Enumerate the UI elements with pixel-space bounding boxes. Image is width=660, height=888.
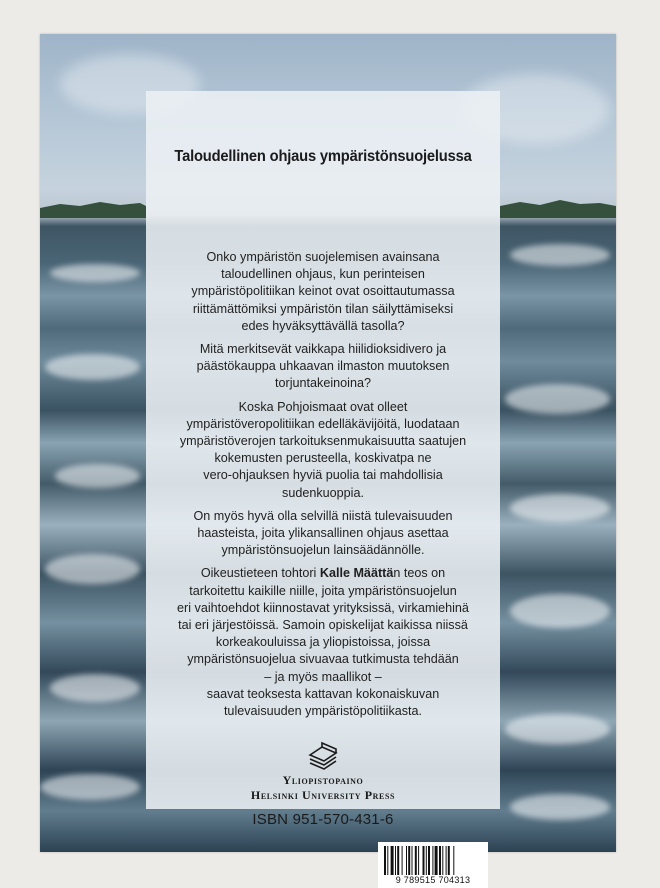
barcode-bar bbox=[428, 846, 430, 875]
blurb-line: ympäristöpolitiikan keinot ovat osoittautumassa bbox=[191, 284, 455, 299]
author-line bbox=[146, 565, 500, 582]
barcode-digits: 9 789515 704313 bbox=[395, 875, 471, 885]
barcode-bar bbox=[435, 846, 438, 875]
blurb-paragraph-4 bbox=[146, 508, 500, 560]
blurb-paragraph-5 bbox=[146, 565, 500, 720]
barcode-bar bbox=[453, 846, 454, 875]
water-foam bbox=[55, 464, 140, 488]
water-foam bbox=[45, 354, 140, 380]
barcode-bar bbox=[418, 846, 419, 875]
barcode-bar bbox=[406, 846, 407, 875]
blurb-line: ympäristöverojen tarkoituksenmukaisuutta saatujen bbox=[179, 434, 467, 449]
publisher-line-2: Helsinki University Press bbox=[250, 788, 396, 802]
blurb-line: kokemusten perusteella, koskivatpa ne bbox=[214, 451, 432, 466]
blurb-line: taloudellinen ohjaus, kun perinteisen bbox=[221, 267, 425, 282]
book-back-cover bbox=[40, 34, 616, 885]
barcode-bars-icon bbox=[384, 846, 482, 875]
blurb-line: ympäristöveropolitiikan edelläkävijöitä, luodataan bbox=[186, 416, 460, 431]
blurb-line: päästökauppa uhkaavan ilmaston muutoksen bbox=[196, 359, 450, 374]
blurb-line: riittämättömiksi ympäristön tilan säilyttämiseksi bbox=[192, 301, 454, 316]
blurb-line: Onko ympäristön suojelemisen avainsana bbox=[206, 250, 440, 264]
blurb-text bbox=[146, 249, 500, 726]
blurb-line: korkeakouluissa ja yliopistoissa, joissa bbox=[215, 635, 431, 650]
blurb-line: ympäristönsuojelua sivuavaa tutkimusta tehdään bbox=[187, 652, 459, 667]
publisher-book-logo-icon bbox=[146, 739, 500, 769]
barcode-bar bbox=[391, 846, 394, 875]
blurb-line: Mitä merkitsevät vaikkapa hiilidioksidivero ja bbox=[199, 342, 447, 357]
water-foam bbox=[45, 554, 140, 584]
publisher-line-1: Yliopistopaino bbox=[282, 773, 364, 787]
water-foam bbox=[50, 674, 140, 702]
water-foam bbox=[505, 384, 610, 414]
blurb-line: sudenkuoppia. bbox=[282, 485, 364, 500]
barcode-bar bbox=[402, 846, 403, 875]
blurb-line: tulevaisuuden ympäristöpolitiikasta. bbox=[223, 704, 423, 719]
barcode bbox=[378, 842, 488, 888]
barcode-bar bbox=[426, 846, 427, 875]
barcode-bar bbox=[387, 846, 388, 875]
publisher-name bbox=[146, 773, 500, 803]
water-foam bbox=[510, 794, 610, 820]
blurb-paragraph-2 bbox=[146, 341, 500, 393]
barcode-bar bbox=[415, 846, 417, 875]
barcode-bar bbox=[448, 846, 450, 875]
blurb-line: On myös hyvä olla selvillä niistä tulevaisuuden bbox=[193, 508, 453, 523]
blurb-paragraph-3 bbox=[146, 399, 500, 502]
blurb-paragraph-1 bbox=[146, 249, 500, 335]
blurb-line: tai eri järjestöissä. Samoin opiskelijat kaikissa niissä bbox=[178, 618, 468, 633]
barcode-bar bbox=[412, 846, 413, 875]
barcode-bar bbox=[446, 846, 447, 875]
blurb-line: edes hyväksyttävällä tasolla? bbox=[241, 318, 405, 333]
blurb-line: haasteista, joita ylikansallinen ohjaus asettaa bbox=[197, 526, 449, 541]
blurb-line: saavat teoksesta kattavan kokonaiskuvan bbox=[206, 686, 440, 701]
water-foam bbox=[510, 244, 610, 266]
barcode-bar bbox=[384, 846, 386, 875]
water-foam bbox=[40, 774, 140, 800]
author-prefix: Oikeustieteen tohtori bbox=[200, 566, 320, 581]
barcode-bar bbox=[397, 846, 399, 875]
barcode-bar bbox=[423, 846, 425, 875]
barcode-bar bbox=[395, 846, 396, 875]
water-foam bbox=[50, 264, 140, 282]
water-foam bbox=[510, 494, 610, 522]
blurb-line: ympäristönsuojelun lainsäädännölle. bbox=[221, 543, 425, 558]
water-foam bbox=[510, 594, 610, 628]
barcode-bar bbox=[442, 846, 443, 875]
blurb-line: Koska Pohjoismaat ovat olleet bbox=[238, 399, 408, 414]
barcode-bar bbox=[439, 846, 441, 875]
barcode-bar bbox=[408, 846, 410, 875]
blurb-line: eri vaihtoehdot kiinnostavat yrityksissä, virkamiehinä bbox=[177, 600, 469, 615]
book-title: Taloudellinen ohjaus ympäristönsuojelussa bbox=[174, 148, 472, 165]
blurb-line: vero-ohjauksen hyviä puolia tai mahdollisia bbox=[203, 468, 443, 483]
barcode-bar bbox=[432, 846, 433, 875]
author-name: Kalle Määttä bbox=[319, 566, 394, 581]
blurb-line: torjuntakeinoina? bbox=[275, 376, 371, 391]
blurb-line: – ja myös maallikot – bbox=[264, 669, 382, 684]
author-suffix: n teos on bbox=[393, 566, 446, 581]
water-foam bbox=[505, 714, 610, 744]
text-panel bbox=[146, 91, 500, 885]
blurb-line: tarkoitettu kaikille niille, joita ympäristönsuojelun bbox=[189, 583, 457, 598]
isbn-number: ISBN 951-570-431-6 bbox=[252, 811, 394, 828]
